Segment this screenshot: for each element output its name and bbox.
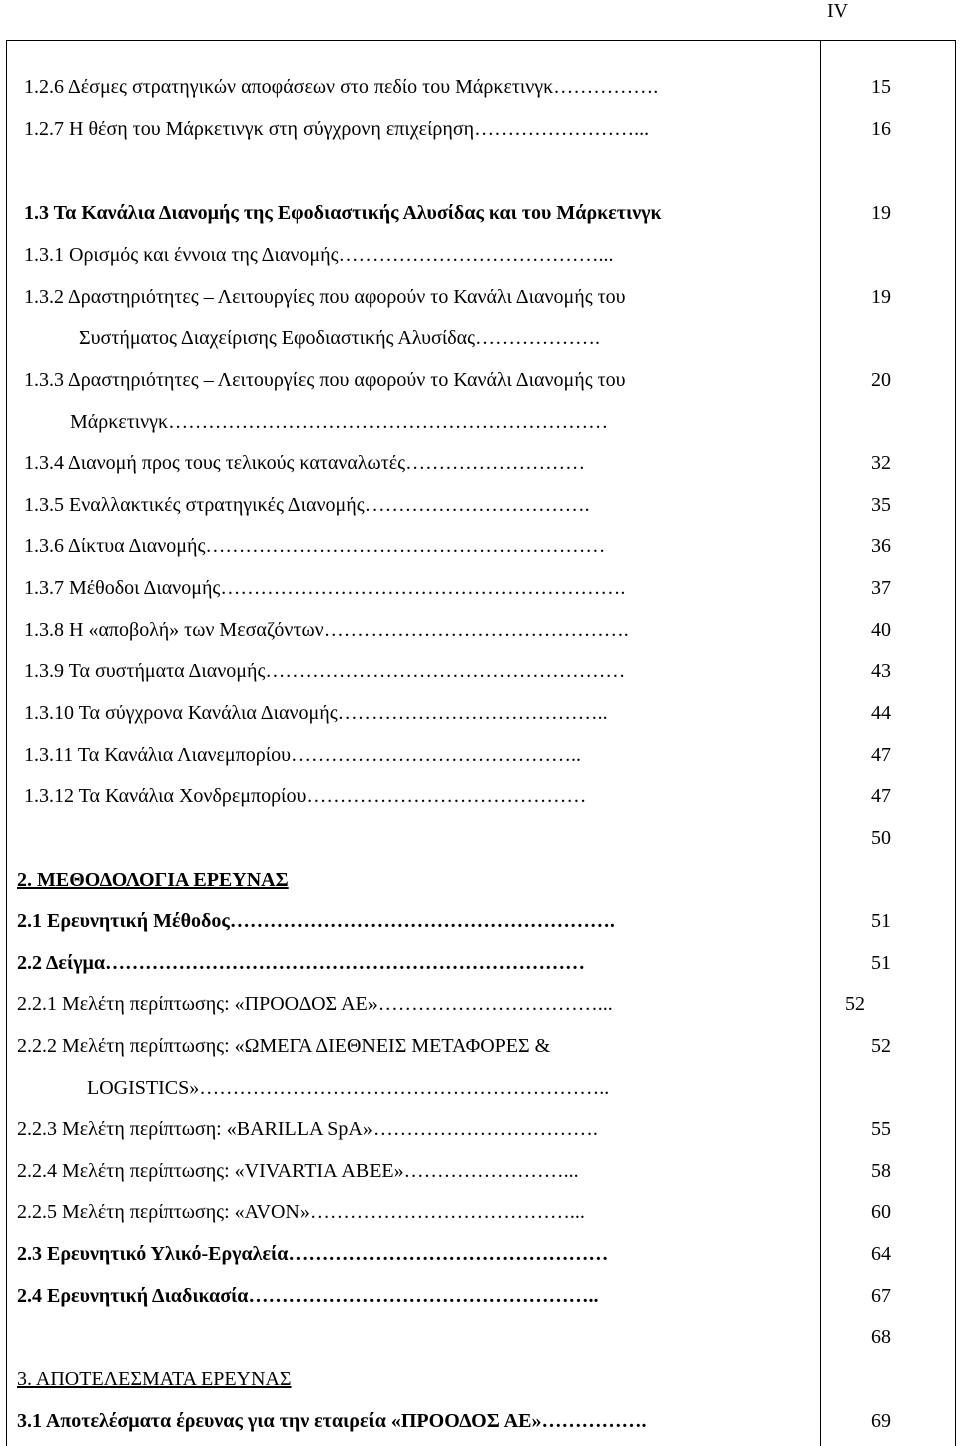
toc-page: 50: [871, 827, 891, 849]
toc-page: 16: [871, 118, 891, 140]
toc-page: 58: [871, 1160, 891, 1182]
toc-entry: 2.2.2 Μελέτη περίπτωσης: «ΩΜΕΓΑ ΔΙΕΘΝΕΙΣ ΜΕΤΑΦΟΡΕΣ &: [17, 1035, 551, 1057]
toc-page: 60: [871, 1201, 891, 1223]
toc-page: 51: [871, 910, 891, 932]
toc-entry: 2.2.3 Μελέτη περίπτωση: «BARILLA SpA»…………………………….: [17, 1118, 598, 1140]
toc-entry-continuation: Συστήματος Διαχείρισης Εφοδιαστικής Αλυσίδας……………….: [79, 327, 601, 349]
toc-section-heading: 2.1 Ερευνητική Μέθοδος………………………………………………….: [17, 910, 615, 932]
toc-page: 36: [871, 535, 891, 557]
toc-page: 64: [871, 1243, 891, 1265]
column-divider: [820, 41, 821, 1446]
toc-entry: 1.3.5 Εναλλακτικές στρατηγικές Διανομής…………………………….: [24, 494, 590, 516]
toc-entry: 1.3.11 Τα Κανάλια Λιανεμπορίου……………………………………..: [24, 744, 582, 766]
toc-entry: 1.3.3 Δραστηριότητες – Λειτουργίες που αφορούν το Κανάλι Διανομής του: [24, 369, 626, 391]
toc-page: 19: [871, 202, 891, 224]
toc-entry: 2.2.1 Μελέτη περίπτωσης: «ΠΡΟΟΔΟΣ ΑΕ»……………………………...: [17, 993, 613, 1015]
toc-entry: 1.3.4 Διανομή προς τους τελικούς καταναλωτές………………………: [24, 452, 586, 474]
toc-page: 67: [871, 1285, 891, 1307]
toc-chapter-heading: 3. ΑΠΟΤΕΛΕΣΜΑΤΑ ΕΡΕΥΝΑΣ: [17, 1368, 292, 1390]
toc-page: 15: [871, 76, 891, 98]
toc-entry: 1.3.2 Δραστηριότητες – Λειτουργίες που αφορούν το Κανάλι Διανομής του: [24, 286, 626, 308]
toc-page: 47: [871, 744, 891, 766]
toc-entry: 1.3.1 Ορισμός και έννοια της Διανομής…………………………………...: [24, 244, 614, 266]
toc-entry: 1.3.7 Μέθοδοι Διανομής…………………………………………………….: [24, 577, 626, 599]
toc-entry: 1.3.12 Τα Κανάλια Χονδρεμπορίου……………………………………: [24, 785, 587, 807]
toc-section-heading: 2.4 Ερευνητική Διαδικασία……………………………………………..: [17, 1285, 599, 1307]
toc-entry: 1.3.9 Τα συστήματα Διανομής………………………………………………: [24, 660, 626, 682]
toc-page: 19: [871, 286, 891, 308]
toc-entry-continuation: LOGISTICS»……………………………………………………..: [87, 1077, 610, 1099]
page-number: IV: [827, 0, 849, 22]
table-of-contents: [6, 40, 956, 1446]
toc-entry: 1.2.7 Η θέση του Μάρκετινγκ στη σύγχρονη επιχείρηση……………………...: [24, 118, 650, 140]
toc-entry: 2.2.5 Μελέτη περίπτωσης: «AVON»…………………………………...: [17, 1201, 585, 1223]
toc-chapter-heading: 2. ΜΕΘΟΔΟΛΟΓΙΑ ΕΡΕΥΝΑΣ: [17, 869, 289, 891]
toc-page: 52: [845, 993, 865, 1015]
toc-page: 32: [871, 452, 891, 474]
toc-entry: 1.3.6 Δίκτυα Διανομής……………………………………………………: [24, 535, 606, 557]
toc-page: 37: [871, 577, 891, 599]
toc-page: 47: [871, 785, 891, 807]
toc-entry: 2.2.4 Μελέτη περίπτωσης: «VIVARTIA ΑΒΕΕ»……………………...: [17, 1160, 579, 1182]
toc-section-heading: 3.1 Αποτελέσματα έρευνας για την εταιρεία «ΠΡΟΟΔΟΣ ΑΕ»…………….: [17, 1410, 647, 1432]
toc-section-heading: 1.3 Τα Κανάλια Διανομής της Εφοδιαστικής Αλυσίδας και του Μάρκετινγκ: [24, 202, 662, 224]
toc-page: 20: [871, 369, 891, 391]
toc-page: 52: [871, 1035, 891, 1057]
toc-page: 51: [871, 952, 891, 974]
toc-page: 68: [871, 1326, 891, 1348]
toc-entry-continuation: Μάρκετινγκ…………………………………………………………: [70, 411, 609, 433]
toc-entry: 1.3.10 Τα σύγχρονα Κανάλια Διανομής…………………………………..: [24, 702, 608, 724]
toc-page: 43: [871, 660, 891, 682]
toc-page: 35: [871, 494, 891, 516]
toc-page: 40: [871, 619, 891, 641]
toc-page: 44: [871, 702, 891, 724]
toc-section-heading: 2.3 Ερευνητικό Υλικό-Εργαλεία…………………………………………: [17, 1243, 609, 1265]
toc-page: 55: [871, 1118, 891, 1140]
toc-entry: 1.2.6 Δέσμες στρατηγικών αποφάσεων στο πεδίο του Μάρκετινγκ…………….: [24, 76, 659, 98]
toc-page: 69: [871, 1410, 891, 1432]
toc-section-heading: 2.2 Δείγμα………………………………………………………………: [17, 952, 586, 974]
toc-entry: 1.3.8 Η «αποβολή» των Μεσαζόντων……………………………………….: [24, 619, 629, 641]
